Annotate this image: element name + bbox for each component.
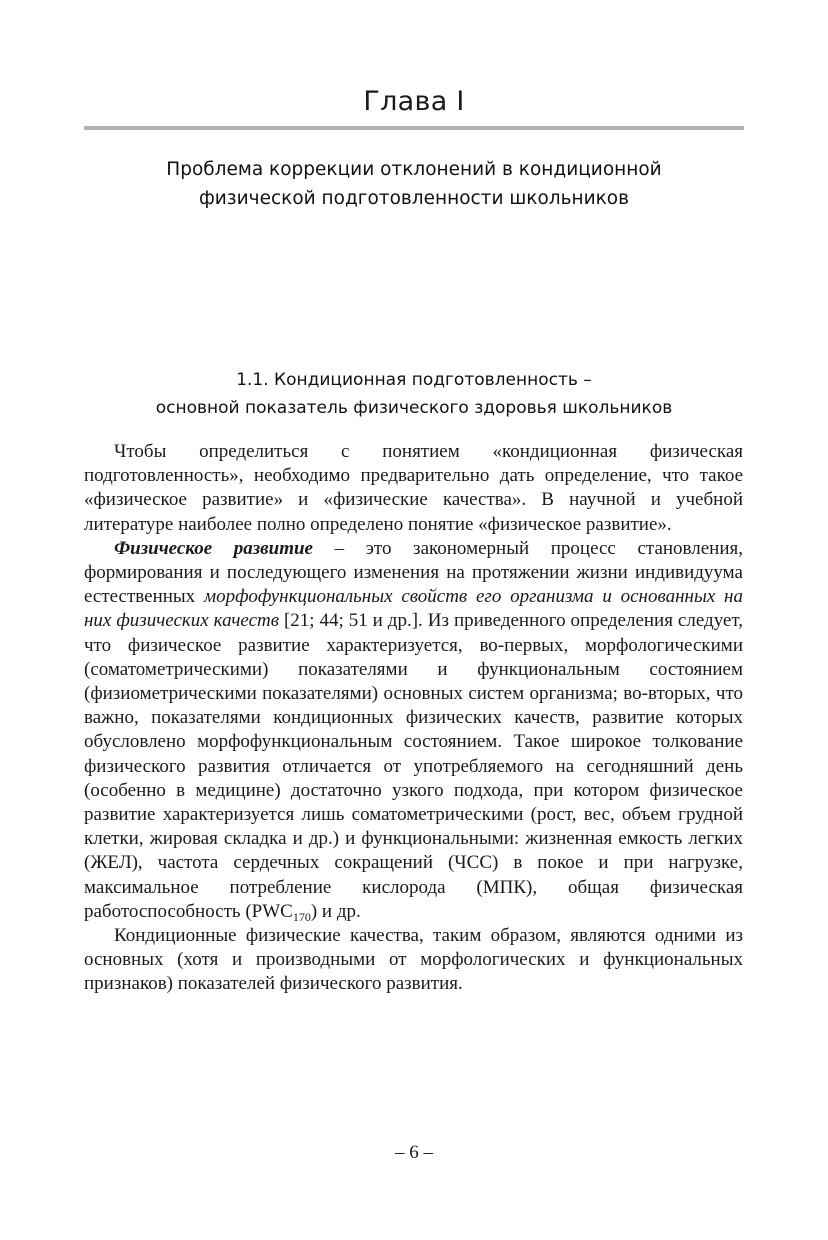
pwc-subscript: 170 [292, 909, 311, 924]
section-title-line-1: 1.1. Кондиционная подготовленность – [236, 370, 592, 390]
paragraph-2-text-c: ) и др. [310, 900, 361, 922]
paragraph-2-text-b: [21; 44; 51 и др.]. Из приведенного определения следует, что физическое развитие характеризуется, во-первых, морфологическими (соматометрическими) показателями и функциональным состоянием (физиометрическими показателями) основных систем организма; во-вторых, что важно, показателями кондиционных физических качеств, развитие которых обусловлено морфофункциональным состоянием. Такое широкое толкование физического развития отличается от употребляемого на сегодняшний день (особенно в медицине) достаточно узкого подхода, при котором физическое развитие характеризуется лишь соматометрическими (рост, вес, объем грудной клетки, жировая складка и др.) и функциональными: жизненная емкость легких (ЖЕЛ), частота сердечных сокращений (ЧСС) в покое и при нагрузке, максимальное потребление кислорода (МПК), общая физическая работоспособность (PWC [84, 610, 743, 922]
chapter-title-line-2: физической подготовленности школьников [198, 188, 630, 209]
term-physical-development: Физическое развитие [114, 537, 313, 559]
chapter-title-line-1: Проблема коррекции отклонений в кондиционной [166, 159, 662, 180]
chapter-divider [84, 126, 744, 130]
paragraph-3: Кондиционные физические качества, таким образом, являются одними из основных (хотя и производными от морфологических и функциональных признаков) показателей физического развития. [84, 925, 743, 995]
chapter-title [84, 155, 744, 213]
paragraph-2 [84, 537, 743, 924]
page-number: – 6 – [395, 1142, 433, 1163]
body-text [84, 440, 743, 997]
chapter-label: Глава I [363, 86, 465, 117]
paragraph-2-italic: морфофункциональных свойств его организма и основанных на них физических качеств [84, 586, 743, 632]
section-title-line-2: основной показатель физического здоровья школьников [155, 398, 673, 418]
section-title [84, 366, 744, 422]
paragraph-1: Чтобы определиться с понятием «кондиционная физическая подготовленность», необходимо предварительно дать определение, что такое «физическое развитие» и «физические качества». В научной и учебной литературе наиболее полно определено понятие «физическое развитие». [84, 441, 743, 535]
paragraph-2-text-a: – это закономерный процесс становления, формирования и последующего изменения на протяжении жизни индивидуума естественных [84, 537, 744, 608]
